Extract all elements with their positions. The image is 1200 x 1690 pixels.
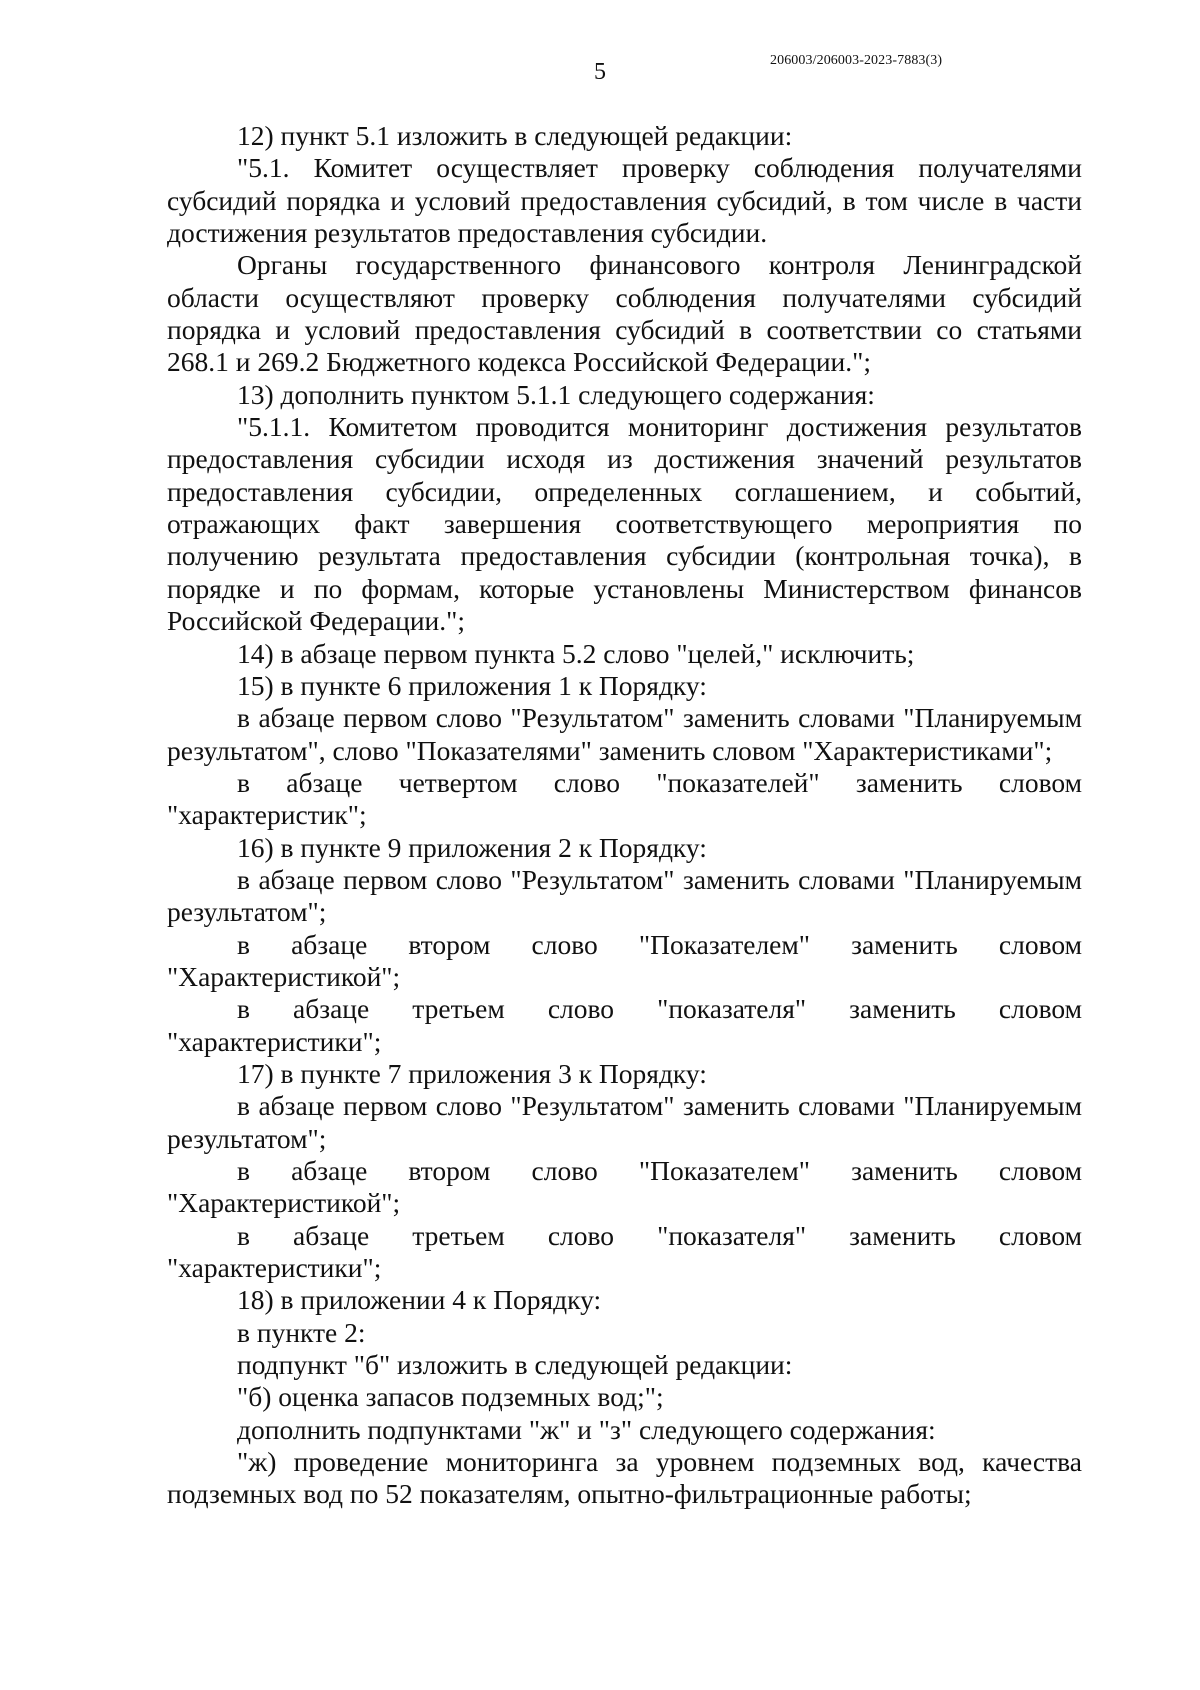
document-id: 206003/206003-2023-7883(3)	[770, 53, 943, 68]
paragraph: в абзаце втором слово "Показателем" заменить словом "Характеристикой";	[167, 1155, 1082, 1219]
paragraph: "ж) проведение мониторинга за уровнем подземных вод, качества подземных вод по 52 показателям, опытно-фильтрационные работы;	[167, 1446, 1082, 1510]
paragraph: 12) пункт 5.1 изложить в следующей редакции:	[237, 120, 793, 151]
paragraph: 15) в пункте 6 приложения 1 к Порядку:	[237, 669, 707, 701]
paragraph: в абзаце третьем слово "показателя" заменить словом "характеристики";	[167, 1219, 1082, 1284]
paragraph: в пункте 2:	[237, 1316, 366, 1348]
page-number: 5	[594, 59, 606, 85]
paragraph: 17) в пункте 7 приложения 3 к Порядку:	[237, 1057, 707, 1089]
paragraph: 16) в пункте 9 приложения 2 к Порядку:	[237, 831, 707, 863]
paragraph: в абзаце первом слово "Результатом" заменить словами "Планируемым результатом";	[167, 1090, 1082, 1154]
paragraph: Органы государственного финансового контроля Ленинградской области осуществляют проверку соблюдения получателями субсидий порядка и условий предоставления субсидий в соответствии со статьями 268.1 и 269.2 Бюджетного кодекса Российской Федерации.";	[167, 249, 1082, 378]
paragraph: "5.1.1. Комитетом проводится мониторинг достижения результатов предоставления субсидии исходя из достижения значений результатов предоставления субсидии, определенных соглашением, и событий, отражающих факт завершения соответствующего мероприятия по получению результата предоставления субсидии (контрольная точка), в порядке и по формам, которые установлены Министерством финансов Российской Федерации.";	[167, 411, 1082, 637]
paragraph: "б) оценка запасов подземных вод;";	[237, 1381, 664, 1413]
paragraph: в абзаце третьем слово "показателя" заменить словом "характеристики";	[167, 993, 1082, 1057]
paragraph: 18) в приложении 4 к Порядку:	[237, 1284, 602, 1316]
paragraph: в абзаце втором слово "Показателем" заменить словом "Характеристикой";	[167, 928, 1082, 992]
paragraph: подпункт "б" изложить в следующей редакции:	[237, 1349, 793, 1381]
paragraph: дополнить подпунктами "ж" и "з" следующего содержания:	[237, 1413, 936, 1445]
paragraph: в абзаце первом слово "Результатом" заменить словами "Планируемым результатом";	[167, 863, 1082, 928]
paragraph: "5.1. Комитет осуществляет проверку соблюдения получателями субсидий порядка и условий предоставления субсидий, в том числе в части достижения результатов предоставления субсидии.	[167, 152, 1082, 249]
paragraph: в абзаце первом слово "Результатом" заменить словами "Планируемым результатом", слово "Показателями" заменить словом "Характеристиками";	[167, 702, 1082, 766]
paragraph: 14) в абзаце первом пункта 5.2 слово "целей," исключить;	[237, 637, 915, 669]
paragraph: 13) дополнить пунктом 5.1.1 следующего содержания:	[237, 378, 875, 410]
document-body	[167, 120, 1082, 1511]
paragraph: в абзаце четвертом слово "показателей" заменить словом "характеристик";	[167, 766, 1082, 831]
